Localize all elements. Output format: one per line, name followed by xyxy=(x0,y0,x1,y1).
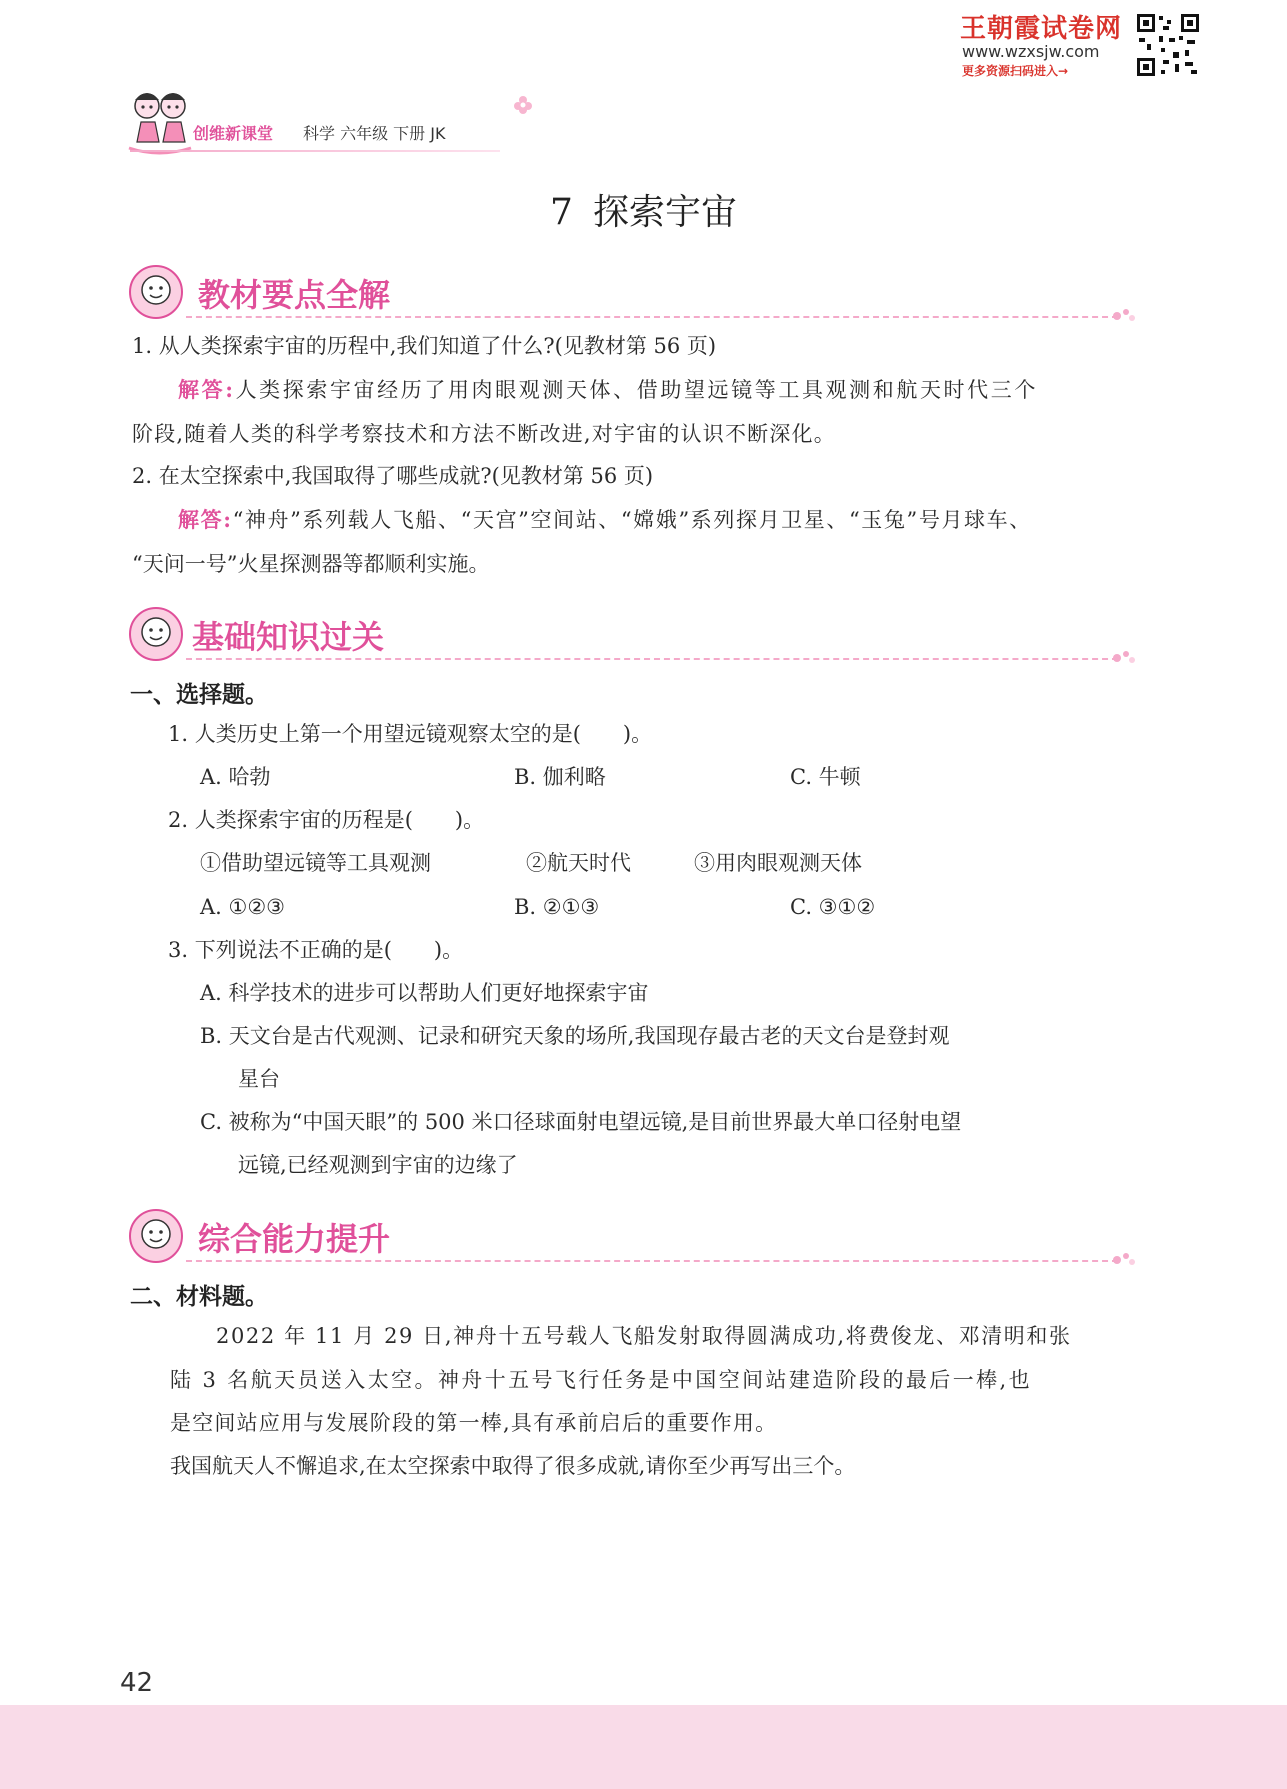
section-title: 综合能力提升 xyxy=(198,1220,391,1258)
part-heading-choice: 一、选择题。 xyxy=(130,682,268,708)
mascot-badge-icon xyxy=(128,1208,184,1264)
watermark-url[interactable]: www.wzxsjw.com xyxy=(962,42,1100,61)
bottom-decorative-band xyxy=(0,1705,1287,1789)
section-banner-basics xyxy=(128,604,1128,664)
option-3c-line-2: 远镜,已经观测到宇宙的边缘了 xyxy=(238,1153,518,1177)
choice-question-3: 3. 下列说法不正确的是( )。 xyxy=(168,938,464,962)
dots-decoration-icon xyxy=(1112,648,1136,664)
book-info: 科学 六年级 下册 JK xyxy=(303,124,446,143)
material-line-1: 2022 年 11 月 29 日,神舟十五号载人飞船发射取得圆满成功,将费俊龙、邓清明和张 xyxy=(216,1324,1072,1348)
mascot-badge-icon xyxy=(128,606,184,662)
page-number: 42 xyxy=(120,1668,154,1698)
part-heading-material: 二、材料题。 xyxy=(130,1284,268,1310)
section-dashed-line xyxy=(186,316,1118,318)
option-2c: C. ③①② xyxy=(790,895,876,919)
item-2-3: ③用肉眼观测天体 xyxy=(694,851,862,875)
lesson-number: 7 xyxy=(550,192,573,233)
item-2-2: ②航天时代 xyxy=(526,851,631,875)
option-3a: A. 科学技术的进步可以帮助人们更好地探索宇宙 xyxy=(200,981,649,1005)
option-1c: C. 牛顿 xyxy=(790,765,861,789)
header-divider xyxy=(130,150,500,152)
lesson-title xyxy=(0,184,1287,235)
answer-label: 解答: xyxy=(178,377,236,402)
dots-decoration-icon xyxy=(1112,1250,1136,1266)
answer-2-line-2: “天问一号”火星探测器等都顺利实施。 xyxy=(132,552,490,576)
option-1b: B. 伽利略 xyxy=(514,765,606,789)
option-2b: B. ②①③ xyxy=(514,895,600,919)
answer-1-line-1: 解答:人类探索宇宙经历了用肉眼观测天体、借助望远镜等工具观测和航天时代三个 xyxy=(178,377,1038,402)
watermark-title: 王朝霞试卷网 xyxy=(960,14,1123,44)
section-banner-textbook xyxy=(128,262,1128,322)
question-1: 1. 从人类探索宇宙的历程中,我们知道了什么?(见教材第 56 页) xyxy=(132,334,717,358)
option-1a: A. 哈勃 xyxy=(200,765,271,789)
qr-code-icon[interactable] xyxy=(1135,12,1201,78)
section-banner-comprehensive xyxy=(128,1206,1128,1266)
option-3b-line-1: B. 天文台是古代观测、记录和研究天象的场所,我国现存最古老的天文台是登封观 xyxy=(200,1024,950,1048)
answer-2-line-1: 解答:“神舟”系列载人飞船、“天宫”空间站、“嫦娥”系列探月卫星、“玉兔”号月球车、 xyxy=(178,507,1032,532)
section-dashed-line xyxy=(186,658,1118,660)
choice-question-2: 2. 人类探索宇宙的历程是( )。 xyxy=(168,808,485,832)
lesson-name: 探索宇宙 xyxy=(592,192,737,233)
material-line-2: 陆 3 名航天员送入太空。神舟十五号飞行任务是中国空间站建造阶段的最后一棒,也 xyxy=(170,1368,1032,1392)
material-question: 我国航天人不懈追求,在太空探索中取得了很多成就,请你至少再写出三个。 xyxy=(170,1454,856,1478)
material-line-3: 是空间站应用与发展阶段的第一棒,具有承前启后的重要作用。 xyxy=(170,1411,778,1435)
answer-label: 解答: xyxy=(178,507,233,532)
watermark-more: 更多资源扫码进入→ xyxy=(962,64,1069,78)
choice-question-1: 1. 人类历史上第一个用望远镜观察太空的是( )。 xyxy=(168,722,653,746)
section-dashed-line xyxy=(186,1260,1118,1262)
option-3b-line-2: 星台 xyxy=(238,1067,280,1091)
option-3c-line-1: C. 被称为“中国天眼”的 500 米口径球面射电望远镜,是目前世界最大单口径射电望 xyxy=(200,1110,962,1134)
option-2a: A. ①②③ xyxy=(200,895,285,919)
flower-icon xyxy=(512,94,534,116)
section-title: 教材要点全解 xyxy=(198,276,391,314)
children-mascot-icon xyxy=(125,88,195,156)
item-2-1: ①借助望远镜等工具观测 xyxy=(200,851,431,875)
section-title: 基础知识过关 xyxy=(192,618,385,656)
brand-name: 创维新课堂 xyxy=(193,124,274,143)
answer-1-line-2: 阶段,随着人类的科学考察技术和方法不断改进,对宇宙的认识不断深化。 xyxy=(132,422,836,446)
question-2: 2. 在太空探索中,我国取得了哪些成就?(见教材第 56 页) xyxy=(132,464,654,488)
mascot-badge-icon xyxy=(128,264,184,320)
dots-decoration-icon xyxy=(1112,306,1136,322)
